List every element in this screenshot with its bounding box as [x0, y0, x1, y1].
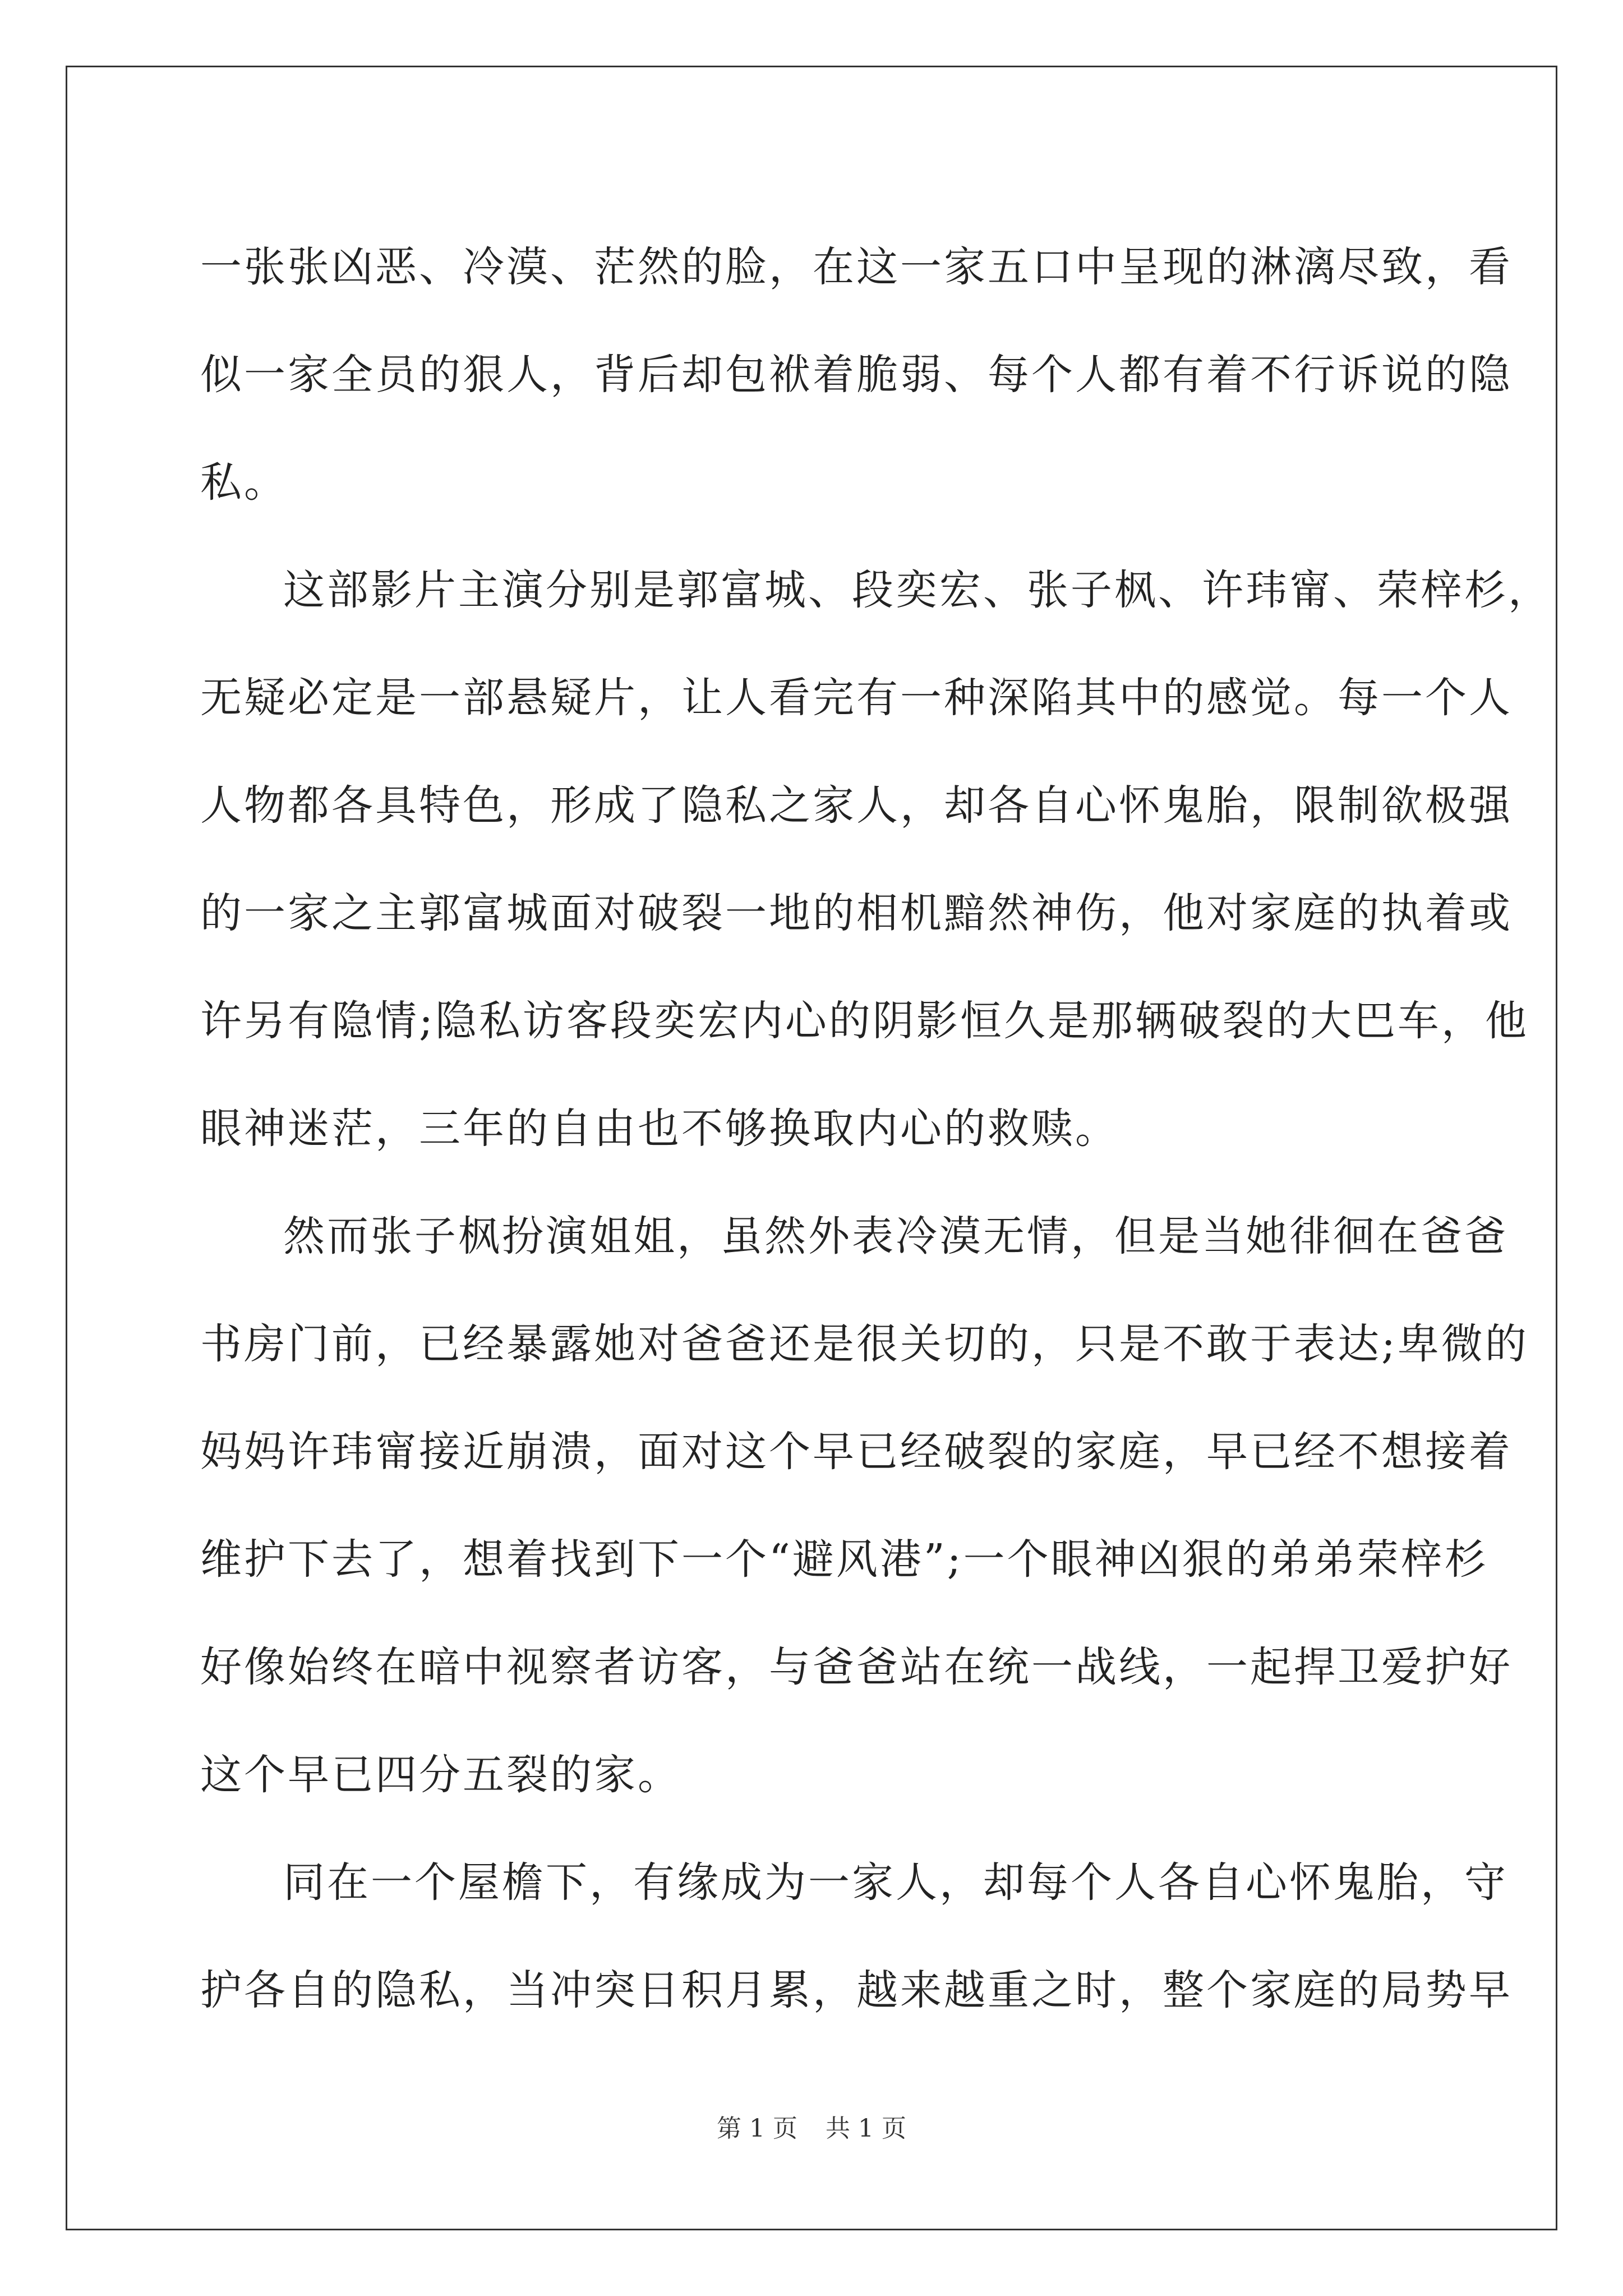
text-line: 护各自的隐私，当冲突日积月累，越来越重之时，整个家庭的局势早	[200, 1966, 1513, 2014]
text-line: 好像始终在暗中视察者访客，与爸爸站在统一战线，一起捍卫爱护好	[200, 1643, 1513, 1691]
text-line: 的一家之主郭富城面对破裂一地的相机黯然神伤，他对家庭的执着或	[200, 889, 1513, 937]
text-line: 人物都各具特色，形成了隐私之家人，却各自心怀鬼胎，限制欲极强	[200, 781, 1513, 830]
paragraph-start-line: 同在一个屋檐下，有缘成为一家人，却每个人各自心怀鬼胎，守	[283, 1858, 1508, 1907]
page-total: 共 1 页	[826, 2114, 906, 2143]
document-body	[200, 213, 1552, 2044]
text-line: 这个早已四分五裂的家。	[200, 1751, 681, 1799]
page-footer	[0, 2108, 1623, 2144]
text-line: 私。	[200, 458, 288, 507]
text-line: 一张张凶恶、冷漠、茫然的脸，在这一家五口中呈现的淋漓尽致，看	[200, 243, 1513, 291]
text-line: 妈妈许玮甯接近崩溃，面对这个早已经破裂的家庭，早已经不想接着	[200, 1428, 1513, 1476]
text-line: 许另有隐情;隐私访客段奕宏内心的阴影恒久是那辆破裂的大巴车，他	[200, 997, 1529, 1045]
text-line: 无疑必定是一部悬疑片，让人看完有一种深陷其中的感觉。每一个人	[200, 674, 1513, 722]
text-line: 维护下去了，想着找到下一个“避风港”;一个眼神凶狠的弟弟荣梓杉	[200, 1535, 1488, 1584]
paragraph-start-line: 然而张子枫扮演姐姐，虽然外表冷漠无情，但是当她徘徊在爸爸	[283, 1212, 1508, 1260]
page-number: 第 1 页	[717, 2114, 797, 2143]
text-line: 书房门前，已经暴露她对爸爸还是很关切的，只是不敢于表达;卑微的	[200, 1320, 1529, 1368]
text-line: 眼神迷茫，三年的自由也不够换取内心的救赎。	[200, 1105, 1119, 1153]
text-line: 似一家全员的狠人，背后却包袱着脆弱、每个人都有着不行诉说的隐	[200, 351, 1513, 399]
paragraph-start-line: 这部影片主演分别是郭富城、段奕宏、张子枫、许玮甯、荣梓杉，	[283, 566, 1552, 614]
